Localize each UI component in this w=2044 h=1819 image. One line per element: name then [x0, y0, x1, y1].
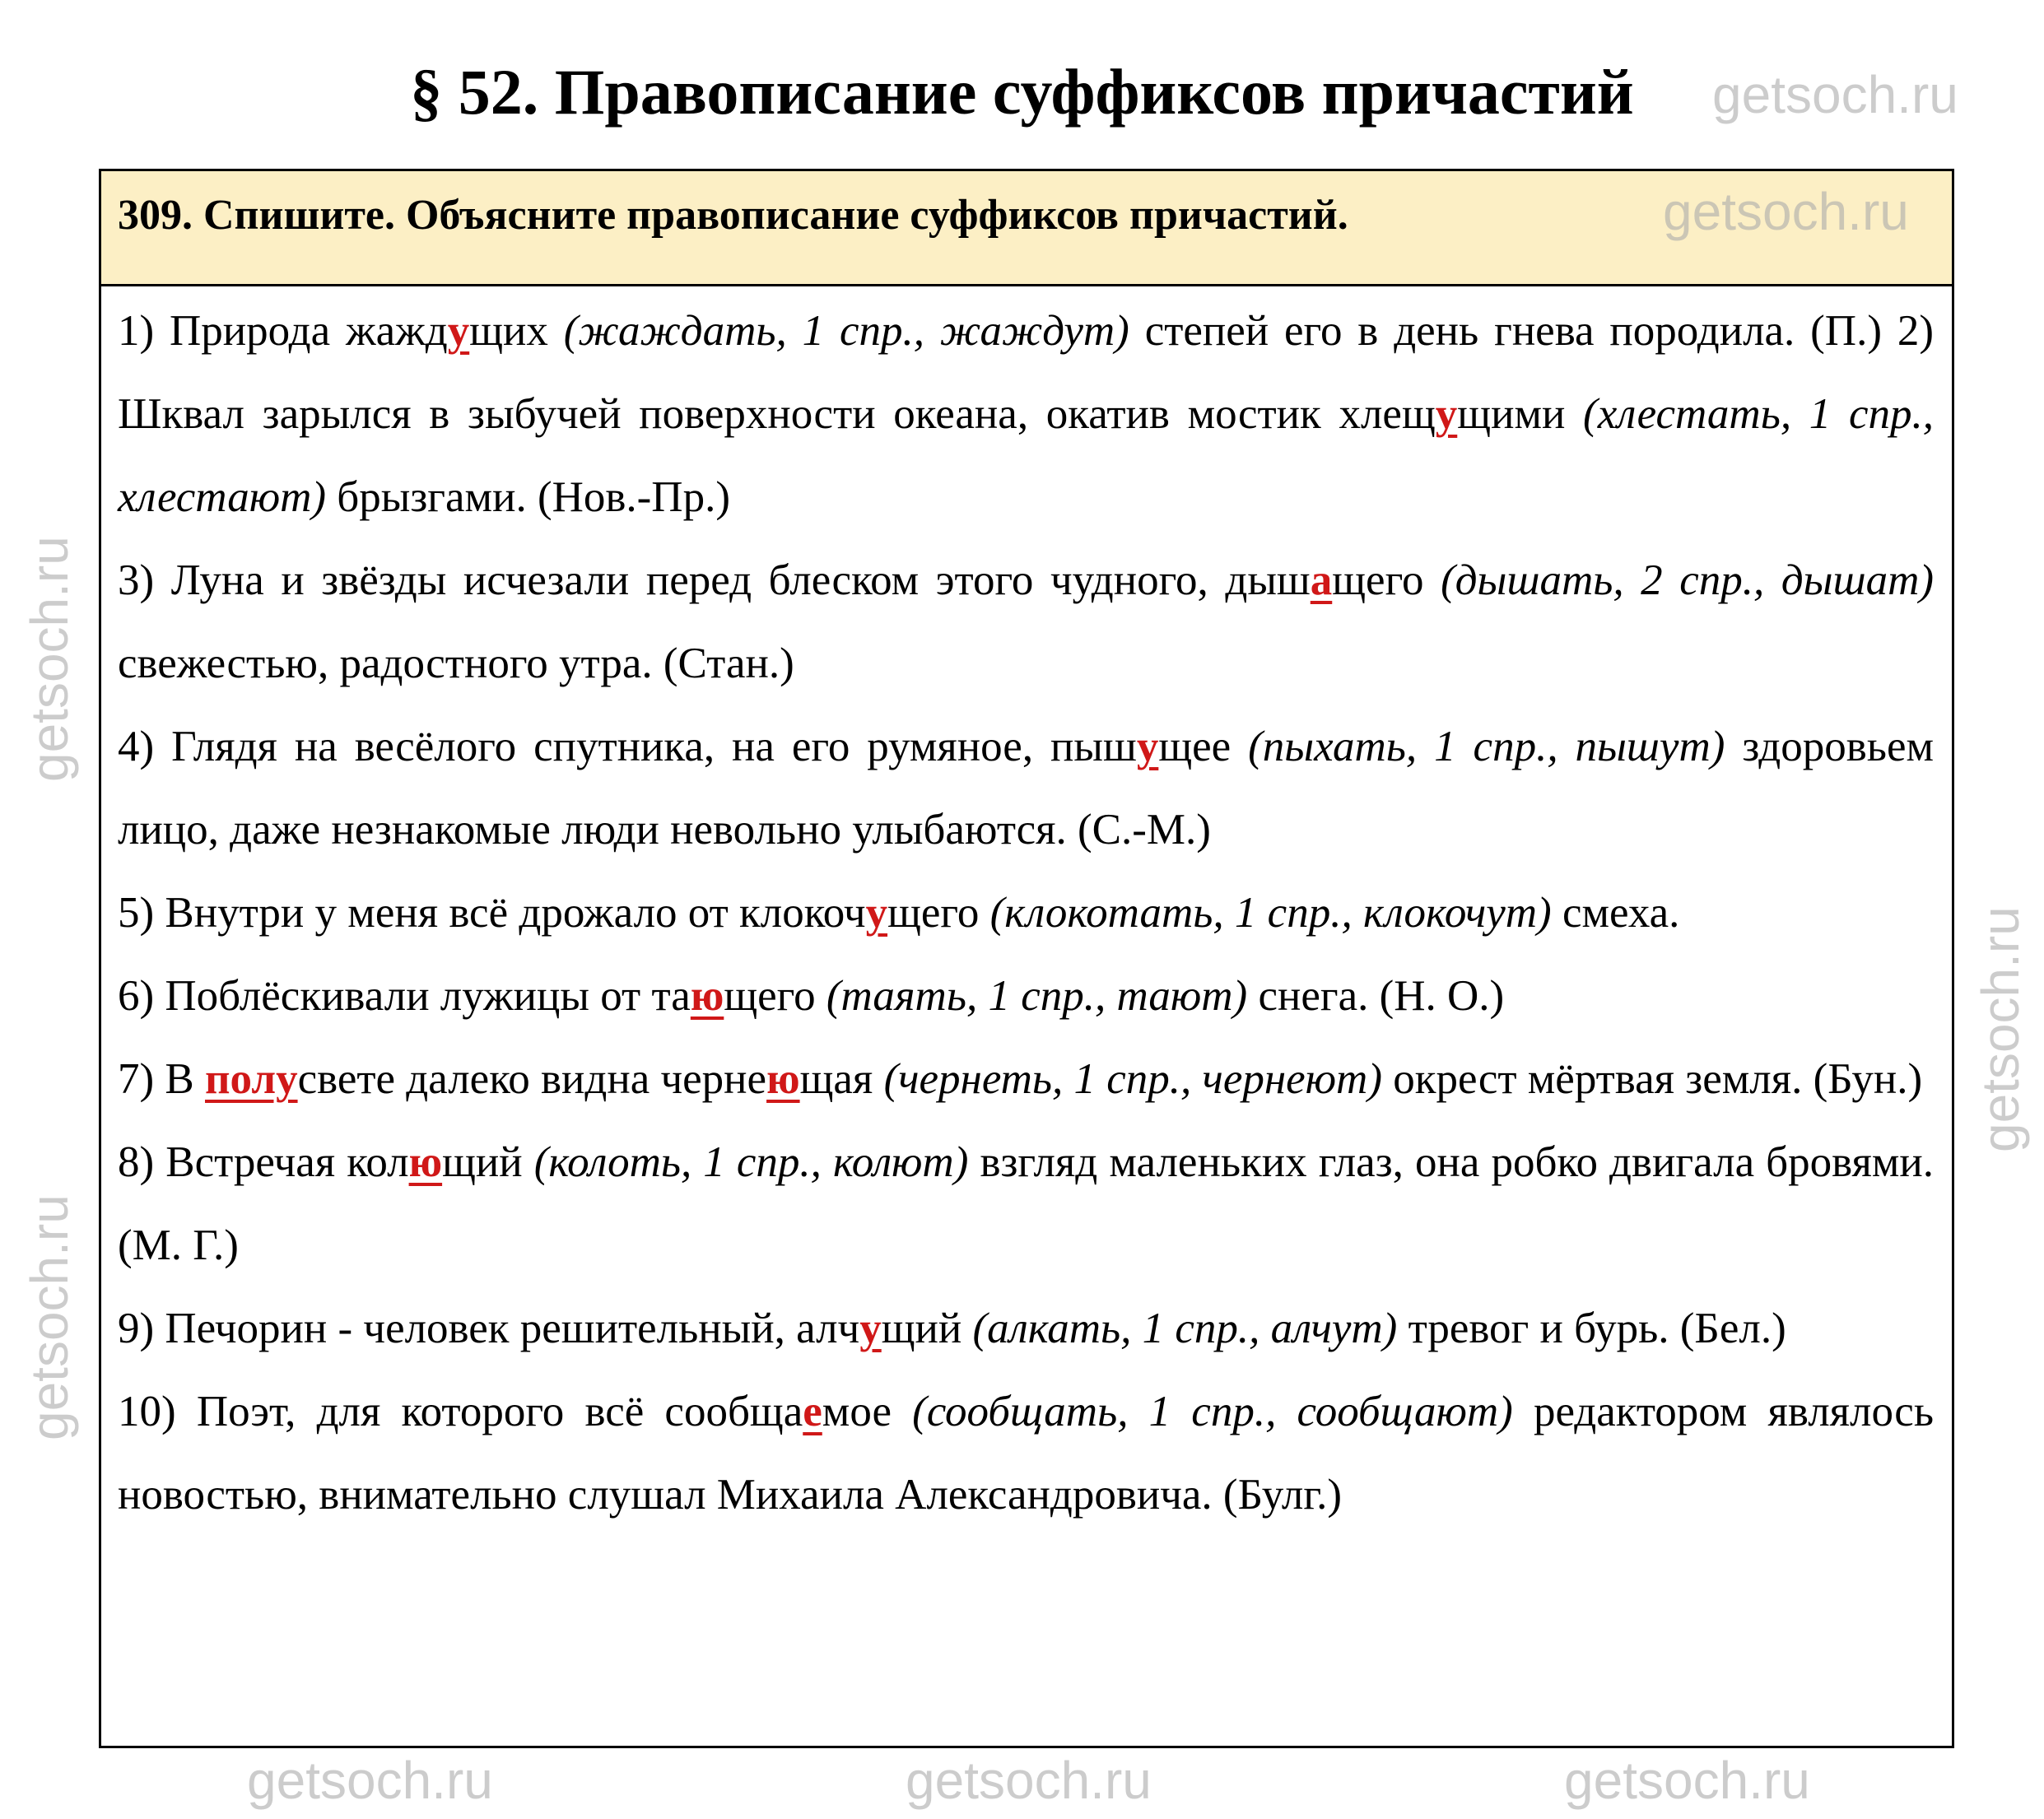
watermark: getsoch.ru — [20, 536, 79, 782]
sentence-text: 5) Внутри у меня всё дрожало от клокоч — [118, 889, 866, 937]
exercise-sentence — [118, 1038, 1934, 1121]
highlighted-suffix: ю — [766, 1055, 800, 1103]
exercise-sentence — [118, 872, 1934, 955]
highlighted-suffix: ю — [690, 972, 724, 1020]
verb-hint: (алкать, 1 спр., алчут) — [972, 1305, 1398, 1352]
sentence-text: щего — [887, 889, 990, 937]
sentence-text: свете далеко видна черне — [297, 1055, 767, 1103]
verb-hint: (жаждать, 1 спр., жаждут) — [563, 307, 1129, 355]
exercise-sentence — [118, 705, 1934, 872]
highlighted-suffix: а — [1310, 556, 1333, 604]
verb-hint: (таять, 1 спр., тают) — [826, 972, 1248, 1020]
sentence-text: 10) Поэт, для которого всё сообща — [118, 1388, 803, 1435]
verb-hint: (колоть, 1 спр., колют) — [533, 1138, 969, 1186]
sentence-text: 4) Глядя на весёлого спутника, на его румяное, пыш — [118, 723, 1137, 770]
sentence-text: редактором являлось новостью, внимательно слушал Михаила Александровича. (Булг.) — [118, 1388, 1934, 1519]
highlighted-suffix: у — [865, 889, 888, 937]
highlighted-suffix: ю — [408, 1138, 443, 1186]
sentence-text: степей его в день гнева породила. (П.) 2) Шквал зарылся в зыбучей поверхности океана, окатив мостик хлещ — [118, 307, 1934, 438]
sentence-text: щая — [799, 1055, 884, 1103]
sentence-text: брызгами. (Нов.-Пр.) — [326, 473, 730, 521]
highlighted-suffix: полу — [205, 1055, 298, 1103]
sentence-text: 1) Природа жажд — [118, 307, 448, 355]
verb-hint: (хлестать, 1 спр., хлестают) — [118, 390, 1934, 521]
verb-hint: (сообщать, 1 спр., сообщают) — [912, 1388, 1513, 1435]
watermark: getsoch.ru — [906, 1751, 1152, 1810]
exercise-sentence — [118, 955, 1934, 1038]
exercise-sentence — [118, 1370, 1934, 1537]
watermark: getsoch.ru — [1663, 182, 1909, 241]
sentence-text: 6) Поблёскивали лужицы от та — [118, 972, 691, 1020]
sentence-text: щими — [1457, 390, 1584, 438]
sentence-text: свежестью, радостного утра. (Стан.) — [118, 640, 794, 687]
sentence-text: 3) Луна и звёзды исчезали перед блеском этого чудного, дыш — [118, 556, 1311, 604]
exercise-sentence — [118, 1287, 1934, 1370]
sentence-text: окрест мёртвая земля. (Бун.) — [1381, 1055, 1923, 1103]
highlighted-suffix: у — [859, 1305, 882, 1352]
verb-hint: (клокотать, 1 спр., клокочут) — [989, 889, 1552, 937]
exercise-sentence — [118, 290, 1934, 539]
sentence-text: 8) Встречая кол — [118, 1138, 409, 1186]
exercise-sentence — [118, 539, 1934, 705]
sentence-text: 9) Печорин - человек решительный, алч — [118, 1305, 860, 1352]
exercise-box — [99, 169, 1954, 1748]
highlighted-suffix: у — [447, 307, 470, 355]
sentence-text: тревог и бурь. (Бел.) — [1397, 1305, 1786, 1352]
verb-hint: (пыхать, 1 спр., пышут) — [1248, 723, 1725, 770]
sentence-text: взгляд маленьких глаз, она робко двигала бровями. (М. Г.) — [118, 1138, 1935, 1269]
verb-hint: (чернеть, 1 спр., чернеют) — [883, 1055, 1382, 1103]
sentence-text: щего — [1332, 556, 1441, 604]
watermark: getsoch.ru — [247, 1751, 493, 1810]
exercise-sentence — [118, 1121, 1934, 1287]
sentence-text: щее — [1158, 723, 1249, 770]
sentence-text: здоровьем лицо, даже незнакомые люди невольно улыбаются. (С.-М.) — [118, 723, 1935, 854]
watermark: getsoch.ru — [1971, 906, 2030, 1152]
sentence-text: мое — [822, 1388, 913, 1435]
sentence-text: щий — [442, 1138, 534, 1186]
watermark: getsoch.ru — [20, 1194, 79, 1440]
sentence-text: смеха. — [1551, 889, 1680, 937]
sentence-text: снега. (Н. О.) — [1247, 972, 1505, 1020]
exercise-task: 309. Спишите. Объясните правописание суффиксов причастий. — [101, 171, 1952, 286]
sentence-text: щий — [881, 1305, 973, 1352]
page-title: § 52. Правописание суффиксов причастий — [410, 56, 1634, 128]
verb-hint: (дышать, 2 спр., дышат) — [1441, 556, 1935, 604]
sentence-text: щего — [724, 972, 826, 1020]
highlighted-suffix: у — [1136, 723, 1159, 770]
sentence-text: щих — [469, 307, 564, 355]
exercise-text — [101, 286, 1952, 1537]
highlighted-suffix: у — [1435, 390, 1458, 438]
watermark: getsoch.ru — [1564, 1751, 1810, 1810]
sentence-text: 7) В — [118, 1055, 205, 1103]
watermark: getsoch.ru — [1712, 65, 1958, 124]
highlighted-suffix: е — [803, 1388, 822, 1435]
